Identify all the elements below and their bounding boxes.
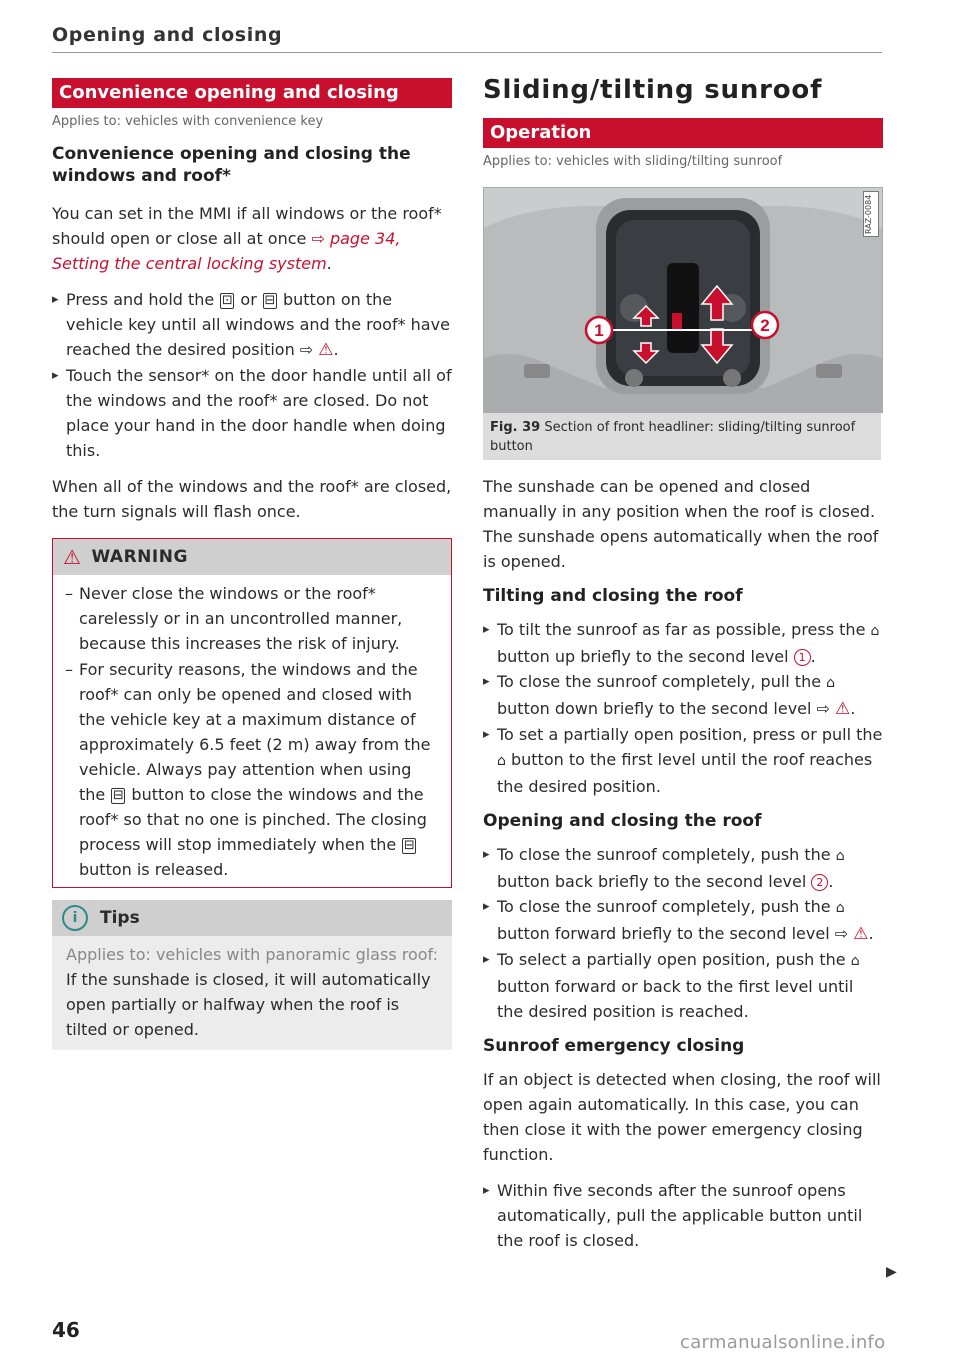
list-item: ▸ Touch the sensor* on the door handle until all of the windows and the roof* are closed. Do not place your hand in the door handle when doing this. (52, 363, 452, 463)
instruction-list-opening (483, 842, 883, 1024)
sunroof-icon: ⌂ (826, 675, 836, 691)
sunroof-icon: ⌂ (870, 623, 880, 639)
left-column (52, 78, 452, 1050)
warning-icon: ⚠ (853, 924, 869, 944)
page-reference-link[interactable]: ⇨ page 34, Setting the central locking system (52, 229, 401, 273)
heading-tilting: Tilting and closing the roof (483, 586, 743, 606)
header-title: Opening and closing (52, 24, 283, 46)
list-item: ▸ To close the sunroof completely, push the ⌂ button forward briefly to the second level ⇨ ⚠. (483, 894, 883, 947)
sunroof-icon: ⌂ (835, 848, 845, 864)
subheading: Convenience opening and closing the windows and roof* (52, 144, 411, 186)
tips-title: Tips (100, 908, 140, 928)
warning-icon: ⚠ (835, 699, 851, 719)
figure-headliner (483, 187, 883, 413)
section-title-convenience: Convenience opening and closing (52, 78, 452, 108)
headliner-illustration (484, 188, 882, 412)
info-icon: i (62, 905, 88, 931)
warning-title: WARNING (91, 547, 188, 567)
list-item: ▸ To close the sunroof completely, push the ⌂ button back briefly to the second level 2 . (483, 842, 883, 894)
callout-ref-2: 2 (811, 874, 828, 891)
instruction-list-tilting (483, 617, 883, 799)
list-item: ▸ Within five seconds after the sunroof opens automatically, pull the applicable button until the roof is closed. (483, 1178, 883, 1253)
paragraph-sunshade: The sunshade can be opened and closed manually in any position when the roof is closed. The sunshade opens automatically when the roof is opened. (483, 477, 879, 571)
instruction-list-emergency (483, 1178, 883, 1253)
heading-emergency: Sunroof emergency closing (483, 1036, 745, 1056)
warning-icon: ⚠ (318, 340, 334, 360)
warning-item: – For security reasons, the windows and the roof* can only be opened and closed with the vehicle key at a maximum distance of approximately 6.5 feet (2 m) away from the vehicle. Always pay attention when using the ⊟ button to close the windows and the roof* so that no one is pinched. The closing process will stop immediately when the ⊟ button is released. (65, 657, 439, 882)
page-title-sunroof: Sliding/tilting sunroof (483, 75, 823, 105)
tips-header (52, 900, 452, 936)
list-item: ▸ Press and hold the ⊡ or ⊟ button on the vehicle key until all windows and the roof* have reached the desired position ⇨ ⚠. (52, 287, 452, 363)
key-close-icon: ⊟ (403, 837, 415, 853)
page-header (52, 24, 882, 53)
continue-arrow-icon: ▶ (886, 1264, 897, 1280)
callout-1: 1 (594, 321, 604, 340)
warning-box (52, 538, 452, 888)
heading-opening: Opening and closing the roof (483, 811, 762, 831)
warning-body (53, 575, 451, 887)
applies-note: Applies to: vehicles with sliding/tilting sunroof (483, 154, 783, 169)
list-item: ▸ To tilt the sunroof as far as possible, press the ⌂ button up briefly to the second level 1 . (483, 617, 883, 669)
paragraph-turn-signals: When all of the windows and the roof* are closed, the turn signals will flash once. (52, 477, 452, 521)
page-number: 46 (52, 1318, 80, 1342)
warning-item: – Never close the windows or the roof* carelessly or in an uncontrolled manner, because this increases the risk of injury. (65, 581, 439, 656)
section-title-operation: Operation (483, 118, 883, 148)
sunroof-icon: ⌂ (497, 753, 506, 769)
key-close-icon: ⊟ (264, 292, 276, 308)
applies-note: Applies to: vehicles with convenience key (52, 114, 324, 129)
list-item: ▸ To set a partially open position, press or pull the ⌂ button to the first level until the roof reaches the desired position. (483, 722, 883, 799)
right-column (483, 76, 883, 1264)
key-close-icon: ⊟ (112, 787, 124, 803)
tips-box (52, 900, 452, 1050)
warning-triangle-icon: ⚠ (63, 545, 82, 569)
instruction-list (52, 287, 452, 463)
callout-2: 2 (760, 316, 770, 335)
watermark: carmanualsonline.info (680, 1332, 886, 1353)
list-item: ▸ To select a partially open position, push the ⌂ button forward or back to the first level until the desired position is reached. (483, 947, 883, 1024)
callout-ref-1: 1 (794, 649, 811, 666)
sunroof-icon: ⌂ (835, 900, 845, 916)
figure-code: RAZ-0084 (863, 191, 879, 237)
sunroof-icon: ⌂ (850, 953, 860, 969)
warning-header (53, 539, 451, 575)
paragraph-emergency: If an object is detected when closing, the roof will open again automatically. In this case, you can then close it with the power emergency closing function. (483, 1070, 881, 1164)
figure-caption: Fig. 39 Section of front headliner: sliding/tilting sunroof button (483, 413, 881, 460)
tips-body: Applies to: vehicles with panoramic glass roof: If the sunshade is closed, it will automatically open partially or halfway when the roof is tilted or opened. (52, 936, 452, 1050)
list-item: ▸ To close the sunroof completely, pull the ⌂ button down briefly to the second level ⇨ ⚠. (483, 669, 883, 722)
paragraph-mmi: You can set in the MMI if all windows or the roof* should open or close all at once ⇨ page 34, Setting the central locking system. (52, 204, 442, 273)
key-open-icon: ⊡ (221, 292, 233, 308)
